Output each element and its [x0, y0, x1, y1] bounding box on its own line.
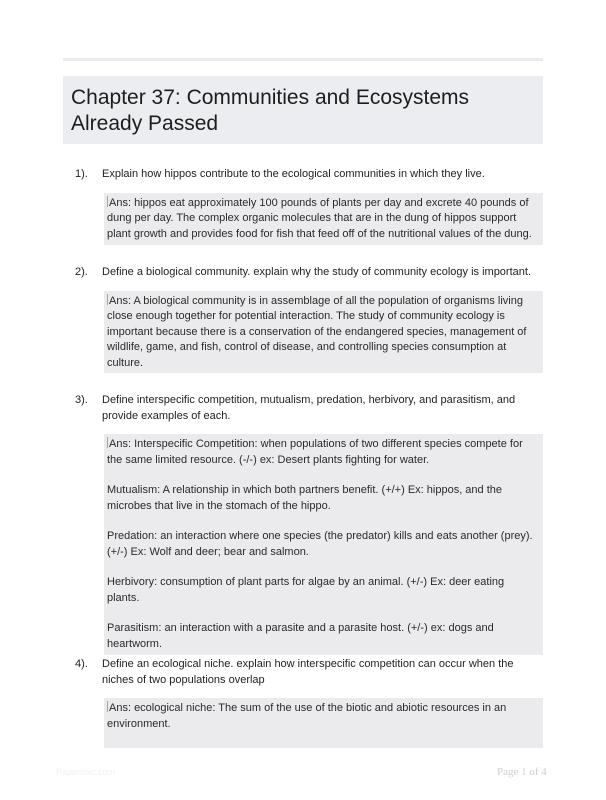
answer-text: Ans: hippos eat approximately 100 pounds of plants per day and excrete 40 pounds of dung per day. The complex organic molecules that are in the dung of hippos support plant growth and provides food for fish that feed off of the nutritional values of the dung. — [107, 196, 532, 240]
text-cursor-icon — [107, 701, 108, 712]
question-4 — [63, 657, 543, 748]
answer-box[interactable] — [104, 291, 543, 373]
title-banner — [63, 76, 543, 144]
top-divider — [63, 58, 543, 61]
question-text: Define a biological community. explain why the study of community ecology is important. — [102, 266, 531, 278]
question-text: Explain how hippos contribute to the ecological communities in which they live. — [102, 168, 485, 180]
answer-text: Ans: ecological niche: The sum of the use of the biotic and abiotic resources in an environment. — [107, 702, 507, 730]
answer-paragraph: Herbivory: consumption of plant parts for algae by an animal. (+/-) Ex: deer eating plants. — [107, 576, 505, 604]
text-cursor-icon — [107, 294, 108, 305]
question-3 — [63, 393, 543, 655]
text-cursor-icon — [107, 437, 108, 448]
answer-text: Ans: A biological community is in assemblage of all the population of organisms living close enough together for potential interaction. The study of community ecology is important because there is a conservation of the endangered species, management of wildlife, game, and fish, control of disease, and controlling species consumption at culture. — [107, 294, 527, 369]
footer-watermark: Paperlibic.com — [56, 767, 116, 777]
question-number: 1). — [75, 168, 88, 180]
text-cursor-icon — [107, 196, 108, 207]
question-text: Define an ecological niche. explain how interspecific competition can occur when the niches of two populations overlap — [102, 658, 514, 686]
answer-paragraph: Mutualism: A relationship in which both partners benefit. (+/+) Ex: hippos, and the microbes that live in the stomach of the hippo. — [107, 484, 503, 512]
question-number: 4). — [75, 658, 88, 670]
page-indicator: Page 1 of 4 — [497, 766, 547, 778]
answer-box[interactable] — [104, 698, 543, 748]
question-number: 3). — [75, 394, 88, 406]
page-title: Chapter 37: Communities and Ecosystems Already Passed — [71, 86, 470, 135]
question-number: 2). — [75, 266, 88, 278]
answer-text: Ans: Interspecific Competition: when populations of two different species compete for the same limited resource. (-/-) ex: Desert plants fighting for water. — [107, 438, 523, 466]
question-text: Define interspecific competition, mutualism, predation, herbivory, and parasitism, and provide examples of each. — [102, 394, 516, 422]
answer-paragraph: Parasitism: an interaction with a parasite and a parasite host. (+/-) ex: dogs and heartworm. — [107, 622, 494, 650]
answer-paragraph: Predation: an interaction where one species (the predator) kills and eats another (prey). (+/-) Ex: Wolf and deer; bear and salmon. — [107, 530, 533, 558]
answer-box[interactable] — [104, 193, 543, 245]
question-2 — [63, 265, 543, 373]
question-1 — [63, 167, 543, 245]
answer-box[interactable] — [104, 434, 543, 655]
